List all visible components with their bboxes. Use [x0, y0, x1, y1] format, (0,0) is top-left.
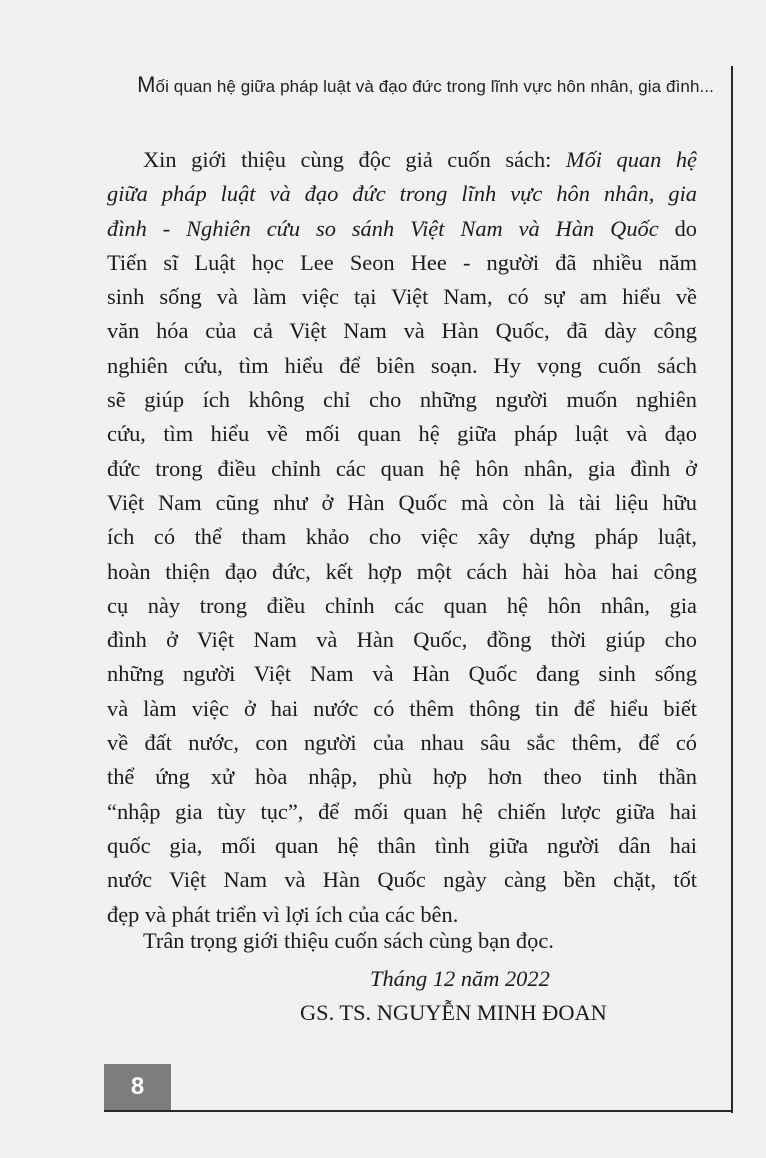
foreword-paragraph: [107, 143, 697, 932]
book-title-segment: Mối quan hệ: [565, 147, 697, 172]
page-number: [104, 1064, 171, 1110]
text-line: sẽ giúp ích không chỉ cho những người muốn nghiên: [107, 387, 697, 413]
bottom-border-rule: [104, 1110, 733, 1112]
text-line: Tiến sĩ Luật học Lee Seon Hee - người đã nhiều năm: [107, 249, 697, 275]
text-line: và làm việc ở hai nước có thêm thông tin để hiểu biết: [107, 695, 697, 721]
running-head: [137, 72, 714, 98]
closing-paragraph: [107, 924, 697, 958]
text-segment: do: [658, 215, 697, 241]
text-line: cứu, tìm hiểu về mối quan hệ giữa pháp luật và đạo: [107, 421, 697, 447]
text-line: đức trong điều chỉnh các quan hệ hôn nhân, gia đình ở: [107, 455, 697, 481]
book-title-segment: đình - Nghiên cứu so sánh Việt Nam và Hàn Quốc: [107, 215, 659, 241]
text-line: [107, 212, 697, 246]
text-line: “nhập gia tùy tục”, để mối quan hệ chiến lược giữa hai: [107, 798, 697, 824]
text-line: đẹp và phát triển vì lợi ích của các bên.: [107, 901, 459, 927]
text-line: những người Việt Nam và Hàn Quốc đang sinh sống: [107, 661, 697, 687]
running-head-text: ối quan hệ giữa pháp luật và đạo đức trong lĩnh vực hôn nhân, gia đình...: [155, 77, 714, 96]
signature-author: GS. TS. NGUYỄN MINH ĐOAN: [300, 1000, 607, 1025]
text-line: [107, 177, 697, 211]
book-title-segment: giữa pháp luật và đạo đức trong lĩnh vực hôn nhân, gia: [107, 181, 697, 207]
text-line: [107, 143, 697, 177]
text-line: về đất nước, con người của nhau sâu sắc thêm, để có: [107, 730, 697, 756]
text-line: ích có thể tham khảo cho việc xây dựng pháp luật,: [107, 524, 697, 550]
text-line: đình ở Việt Nam và Hàn Quốc, đồng thời giúp cho: [107, 627, 697, 653]
running-head-initial: M: [137, 72, 156, 97]
text-segment: Xin giới thiệu cùng độc giả cuốn sách:: [143, 147, 566, 172]
text-line: nước Việt Nam và Hàn Quốc ngày càng bền chặt, tốt: [107, 867, 697, 893]
closing-line: Trân trọng giới thiệu cuốn sách cùng bạn đọc.: [143, 928, 554, 953]
signature-date: Tháng 12 năm 2022: [370, 966, 550, 991]
text-line: văn hóa của cả Việt Nam và Hàn Quốc, đã dày công: [107, 318, 697, 344]
text-line: Việt Nam cũng như ở Hàn Quốc mà còn là tài liệu hữu: [107, 489, 697, 515]
text-line: hoàn thiện đạo đức, kết hợp một cách hài hòa hai công: [107, 558, 697, 584]
text-line: cụ này trong điều chỉnh các quan hệ hôn nhân, gia: [107, 592, 697, 618]
text-line: quốc gia, mối quan hệ thân tình giữa người dân hai: [107, 832, 697, 858]
page-number-text: 8: [130, 1073, 145, 1100]
text-line: nghiên cứu, tìm hiểu để biên soạn. Hy vọng cuốn sách: [107, 352, 697, 378]
right-border-rule: [731, 66, 733, 1113]
text-line: thể ứng xử hòa nhập, phù hợp hơn theo tinh thần: [107, 764, 697, 790]
text-line: sinh sống và làm việc tại Việt Nam, có sự am hiểu về: [107, 284, 697, 310]
